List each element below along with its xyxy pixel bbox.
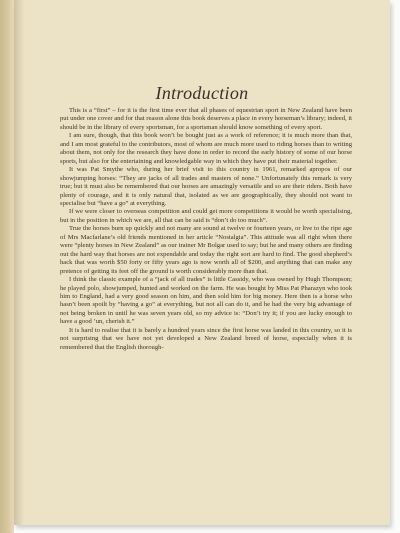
gutter-shadow xyxy=(14,0,24,525)
body-text xyxy=(60,107,352,352)
book-page xyxy=(14,0,390,525)
paragraph-6: I think the classic example of a “jack of all trades” is little Cassidy, who was owned by Hugh Thompson; he played polo, showjumped, hunted and worked on the farm. He was bought by Miss Pat Pharazyn who took him to England, had a very good season on him, and then sold him for big money. Here then is a horse who hasn’t been spoilt by “having a go” at everything, but not all can do it, and he had the very big advantage of not being broken in until he was seven years old, so my advice is: “Don’t try it; if you are lucky enough to have a good ’un, cherish it.” xyxy=(60,276,352,326)
paragraph-3: It was Pat Smythe who, during her brief visit to this country in 1961, remarked apropos of our showjumping horses: “They are jacks of all trades and masters of none.” Unfortunately this remark is very true; but it must also be remembered that our horses are amazingly versatile and so are their riders. Both have plenty of courage, and it is only natural that, isolated as we are geographically, they should not want to specialise but “have a go” at everything. xyxy=(60,166,352,207)
paragraph-1: This is a “first” – for it is the first time ever that all phases of equestrian sport in New Zealand have been put under one cover and for that reason alone this book deserves a place in every horseman’s library; indeed, it should be in the library of every sportsman, for a sportsman should know something of every sport. xyxy=(60,107,352,131)
book-spine-edge xyxy=(0,0,14,533)
page-title: Introduction xyxy=(155,83,249,103)
paragraph-5: True the horses burn up quickly and not many are sound at twelve or fourteen years, or live to the ripe age of Mrs Macfarlane’s old friends mentioned in her article “Nostalgia”. This attitude was all right when there were “plenty horses in New Zealand” as our trainer Mr Bolgar used to say; but he and many others are finding out the hard way that horses are not expendable and today the right sort are hard to find. The good shepherd’s hack that was worth $50 forty or fifty years ago is now worth all of $200, and anything that can make any pretence of getting its feet off the ground is worth considerably more than that. xyxy=(60,225,352,275)
paragraph-7: It is hard to realise that it is barely a hundred years since the first horse was landed in this country, so it is not surprising that we have not yet developed a New Zealand breed of horse, especially when it is remembered that the English thorough- xyxy=(60,326,352,351)
paragraph-4: If we were closer to overseas competition and could get more competitions it would be worth specialising, but in the position in which we are, all that can be said is “don’t do too much”. xyxy=(60,208,352,224)
paragraph-2: I am sure, though, that this book won’t be bought just as a work of reference; it is much more than that, and I am most grateful to the contributors, most of whom are much more used to riding horses than to writing about them, not only for the research they have done in order to record the early history of some of our horse sports, but also for the entertaining and knowledgable way in which they have put their material together. xyxy=(60,132,352,165)
